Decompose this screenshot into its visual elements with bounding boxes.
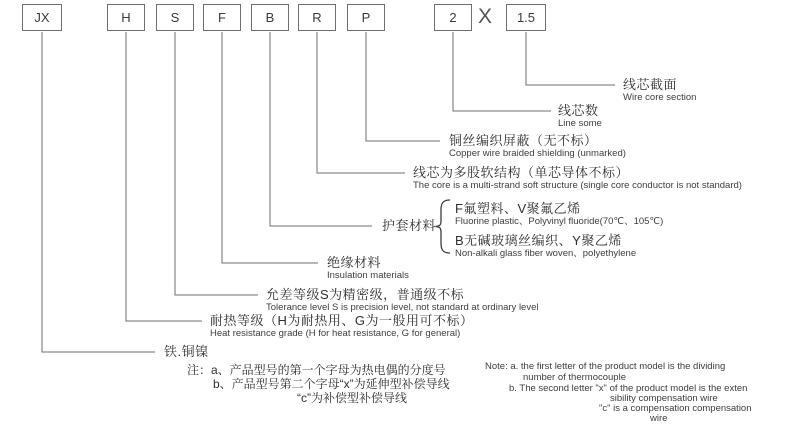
label-sheath-option-by — [455, 234, 636, 259]
note-cn-line-3: “c”为补偿型补偿导线 — [297, 391, 407, 405]
connector-2 — [453, 32, 551, 111]
label-line-count — [558, 104, 602, 129]
code-box-h: H — [107, 4, 145, 31]
insulation-en: Insulation materials — [327, 270, 409, 281]
heat-resistance-en: Heat resistance grade (H for heat resistance, G for general) — [210, 328, 461, 339]
sheath-option-fv-cn: F氟塑料、V聚氟乙烯 — [455, 201, 581, 216]
connector-s — [175, 32, 258, 295]
note-en-line-4: sibility compensation wire — [610, 393, 718, 404]
code-box-b: B — [251, 4, 289, 31]
conductor-cn: 铁.铜镍 — [164, 344, 209, 359]
wire-core-section-cn: 线芯截面 — [623, 77, 678, 92]
line-count-en: Line some — [558, 118, 602, 129]
code-box-jx: JX — [22, 4, 62, 31]
code-box-r: R — [298, 4, 336, 31]
label-sheath — [382, 219, 436, 233]
code-box-2: 2 — [434, 4, 472, 31]
note-cn-line-2: b、产品型号第二个字母“x”为延伸型补偿导线 — [213, 377, 450, 391]
label-wire-core-section — [623, 78, 696, 103]
connector-b — [270, 32, 372, 226]
sheath-cn: 护套材料 — [382, 218, 437, 233]
note-cn-line-1: 注：a、产品型号的第一个字母为热电偶的分度号 — [187, 363, 446, 377]
label-heat-resistance — [210, 314, 474, 339]
connector-h — [126, 32, 202, 321]
multi-strand-cn: 线芯为多股软结构（单芯导体不标） — [413, 165, 630, 180]
label-conductor — [164, 345, 209, 359]
code-box-f: F — [203, 4, 241, 31]
note-en-line-6: wire — [650, 413, 668, 424]
sheath-option-by-en: Non-alkali glass fiber woven、polyethylene — [455, 248, 637, 259]
sheath-option-by-cn: B无碱玻璃丝编织、Y聚乙烯 — [455, 233, 622, 248]
label-tolerance — [266, 288, 538, 313]
label-multi-strand — [413, 166, 742, 191]
connector-jx — [42, 32, 155, 352]
label-copper-shield — [449, 134, 626, 159]
code-box-p: P — [347, 4, 385, 31]
note-en-line-2: number of thermocouple — [523, 372, 626, 383]
tolerance-cn: 允差等级S为精密级，普通级不标 — [266, 287, 465, 302]
sheath-brace — [436, 200, 451, 253]
tolerance-en: Tolerance level S is precision level, not standard at ordinary level — [266, 302, 539, 313]
sheath-option-fv-en: Fluorine plastic、Polyvinyl fluoride(70℃、105℃) — [455, 216, 664, 227]
note-en-line-1: Note: a. the first letter of the product model is the dividing — [485, 361, 726, 372]
wire-core-section-en: Wire core section — [623, 92, 697, 103]
multi-strand-en: The core is a multi-strand soft structure (single core conductor is not standard) — [413, 180, 742, 191]
connector-r — [317, 32, 405, 173]
label-sheath-option-fv — [455, 202, 663, 227]
multiply-separator: X — [478, 5, 493, 28]
label-insulation — [327, 256, 409, 281]
connector-1-5 — [526, 32, 615, 85]
copper-shield-en: Copper wire braided shielding (unmarked) — [449, 148, 626, 159]
code-box-s: S — [156, 4, 194, 31]
heat-resistance-cn: 耐热等级（H为耐热用、G为一般用可不标） — [210, 313, 474, 328]
insulation-cn: 绝缘材料 — [327, 255, 382, 270]
connector-p — [366, 32, 440, 141]
copper-shield-cn: 铜丝编织屏蔽（无不标） — [449, 133, 598, 148]
note-en-line-5: "c" is a compensation compensation — [599, 403, 752, 414]
line-count-cn: 线芯数 — [558, 103, 599, 118]
note-en-line-3: b. The second letter "x" of the product model is the exten — [509, 383, 748, 394]
code-box-1-5: 1.5 — [506, 4, 546, 31]
